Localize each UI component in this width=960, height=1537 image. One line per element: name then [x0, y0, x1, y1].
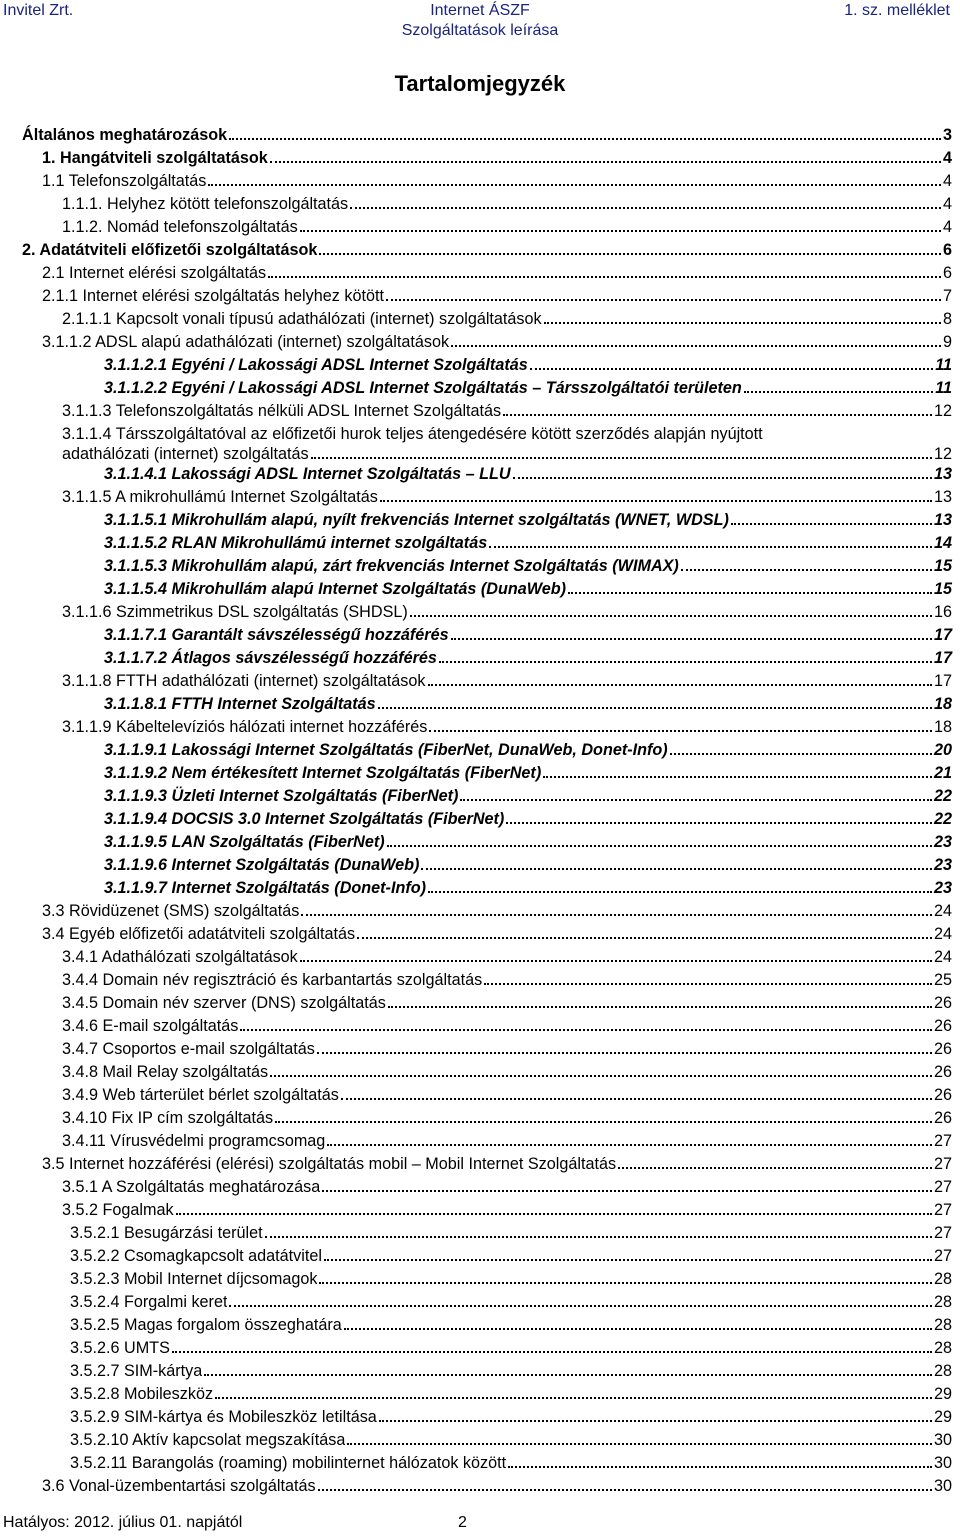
- toc-leader-dots: [731, 523, 932, 525]
- toc-entry[interactable]: [42, 171, 952, 192]
- toc-entry-title: 3.4.5 Domain név szerver (DNS) szolgáltatás: [62, 994, 386, 1012]
- toc-page-number: 12: [933, 402, 952, 420]
- toc-leader-dots: [460, 799, 932, 801]
- toc-entry[interactable]: [104, 625, 952, 646]
- page-title: Tartalomjegyzék: [394, 71, 566, 96]
- toc-entry-title: 3.1.1.9.7 Internet Szolgáltatás (Donet-Info): [104, 879, 427, 897]
- toc-page-number: 13: [933, 511, 952, 529]
- toc-entry[interactable]: [104, 378, 952, 399]
- toc-entry-title: 3.1.1.2 ADSL alapú adathálózati (internet) szolgáltatások: [42, 333, 450, 351]
- toc-leader-dots: [204, 1374, 932, 1376]
- toc-page-number: 4: [942, 218, 952, 236]
- toc-page-number: 16: [933, 603, 952, 621]
- toc-leader-dots: [240, 1029, 932, 1031]
- toc-leader-dots: [344, 1328, 932, 1330]
- toc-leader-dots: [270, 161, 941, 163]
- toc-entry-title: 3.1.1.5.3 Mikrohullám alapú, zárt frekvenciás Internet Szolgáltatás (WIMAX): [104, 557, 679, 575]
- toc-page-number: 12: [933, 445, 952, 463]
- toc-entry[interactable]: [70, 1246, 952, 1267]
- toc-entry-title: 3.1.1.8.1 FTTH Internet Szolgáltatás: [104, 695, 376, 713]
- toc-entry[interactable]: [62, 1177, 952, 1198]
- toc-entry-title: 3.1.1.2.1 Egyéni / Lakossági ADSL Internet Szolgáltatás: [104, 356, 528, 374]
- toc-entry[interactable]: [70, 1223, 952, 1244]
- toc-entry[interactable]: [62, 1200, 952, 1221]
- toc-page-number: 24: [933, 948, 952, 966]
- toc-entry[interactable]: [62, 1039, 952, 1060]
- toc-entry[interactable]: [104, 464, 952, 485]
- toc-entry-title: 3.1.1.7.2 Átlagos sávszélességű hozzáférés: [104, 649, 437, 667]
- toc-entry[interactable]: [62, 970, 952, 991]
- toc-leader-dots: [451, 345, 941, 347]
- toc-entry[interactable]: [62, 1016, 952, 1037]
- toc-entry-title: 3.1.1.9.2 Nem értékesített Internet Szolgáltatás (FiberNet): [104, 764, 542, 782]
- toc-leader-dots: [451, 638, 932, 640]
- toc-entry-title: 3.5.2 Fogalmak: [62, 1201, 174, 1219]
- toc-leader-dots: [618, 1167, 932, 1169]
- toc-page-number: 18: [933, 718, 952, 736]
- toc-page-number: 20: [933, 741, 952, 759]
- toc-leader-dots: [568, 592, 932, 594]
- toc-leader-dots: [439, 661, 932, 663]
- toc-entry[interactable]: [104, 648, 952, 669]
- toc-entry[interactable]: [62, 1131, 952, 1152]
- toc-entry-continuation: [62, 444, 952, 464]
- toc-leader-dots: [489, 546, 932, 548]
- toc-page-number: 27: [933, 1247, 952, 1265]
- footer-effective-date: Hatályos: 2012. július 01. napjától: [3, 1514, 243, 1531]
- toc-entry-title: 3.1.1.9.6 Internet Szolgáltatás (DunaWeb): [104, 856, 420, 874]
- footer-page-number: 2: [458, 1514, 467, 1531]
- toc-leader-dots: [275, 1121, 932, 1123]
- toc-entry[interactable]: [104, 556, 952, 577]
- toc-entry[interactable]: [104, 740, 952, 761]
- toc-entry-title: 3.1.1.4 Társszolgáltatóval az előfizetői hurok teljes átengedésére kötött szerződés alapján nyújtott: [62, 425, 763, 443]
- toc-entry-title: 3.1.1.9.3 Üzleti Internet Szolgáltatás (FiberNet): [104, 787, 459, 805]
- toc-entry[interactable]: [104, 832, 952, 853]
- toc-leader-dots: [506, 822, 932, 824]
- toc-leader-dots: [208, 184, 941, 186]
- toc-leader-dots: [327, 1144, 932, 1146]
- toc-entry-title: 3.1.1.2.2 Egyéni / Lakossági ADSL Internet Szolgáltatás – Társszolgáltatói területen: [104, 379, 742, 397]
- toc-entry[interactable]: [62, 217, 952, 238]
- toc-leader-dots: [300, 960, 932, 962]
- toc-leader-dots: [319, 1282, 932, 1284]
- toc-entry[interactable]: [42, 901, 952, 922]
- toc-leader-dots: [229, 138, 941, 140]
- toc-leader-dots: [410, 615, 932, 617]
- toc-entry-title: 3.4.4 Domain név regisztráció és karbantartás szolgáltatás: [62, 971, 483, 989]
- toc-entry[interactable]: [62, 401, 952, 422]
- toc-page-number: 30: [933, 1454, 952, 1472]
- toc-page-number: 28: [933, 1362, 952, 1380]
- toc-leader-dots: [324, 1259, 932, 1261]
- toc-entry[interactable]: [22, 125, 952, 146]
- toc-leader-dots: [421, 868, 932, 870]
- toc-page-number: 22: [933, 810, 952, 828]
- toc-entry-title: 3.1.1.4.1 Lakossági ADSL Internet Szolgáltatás – LLU: [104, 465, 511, 483]
- toc-leader-dots: [428, 891, 932, 893]
- toc-leader-dots: [268, 276, 941, 278]
- toc-entry-title: 3.5.2.11 Barangolás (roaming) mobilinternet hálózatok között: [70, 1454, 507, 1472]
- toc-entry[interactable]: [62, 424, 952, 464]
- toc-entry-title: 2.1 Internet elérési szolgáltatás: [42, 264, 267, 282]
- toc-entry-title: adathálózati (internet) szolgáltatás: [62, 445, 309, 463]
- toc-page-number: 24: [933, 925, 952, 943]
- toc-entry[interactable]: [70, 1338, 952, 1359]
- toc-entry-title: 3.1.1.5 A mikrohullámú Internet Szolgáltatás: [62, 488, 378, 506]
- toc-leader-dots: [229, 1305, 932, 1307]
- toc-leader-dots: [318, 1489, 932, 1491]
- toc-page-number: 11: [935, 356, 952, 374]
- toc-page-number: 26: [933, 1109, 952, 1127]
- toc-page-number: 27: [933, 1201, 952, 1219]
- toc-page-number: 21: [933, 764, 952, 782]
- toc-entry[interactable]: [62, 309, 952, 330]
- toc-leader-dots: [341, 1098, 932, 1100]
- toc-page-number: 23: [933, 879, 952, 897]
- toc-leader-dots: [386, 299, 941, 301]
- toc-leader-dots: [530, 368, 933, 370]
- toc-page-number: 24: [933, 902, 952, 920]
- toc-page-number: 23: [933, 833, 952, 851]
- toc-entry-title: 3.1.1.5.1 Mikrohullám alapú, nyílt frekvenciás Internet szolgáltatás (WNET, WDSL): [104, 511, 729, 529]
- toc-leader-dots: [270, 1075, 932, 1077]
- toc-leader-dots: [387, 845, 932, 847]
- toc-leader-dots: [172, 1351, 932, 1353]
- toc-entry-title: 3.5.2.9 SIM-kártya és Mobileszköz letiltása: [70, 1408, 377, 1426]
- toc-entry-title: 2.1.1.1 Kapcsolt vonali típusú adathálózati (internet) szolgáltatások: [62, 310, 542, 328]
- toc-entry-title: 3.1.1.9.5 LAN Szolgáltatás (FiberNet): [104, 833, 385, 851]
- toc-page-number: 11: [935, 379, 952, 397]
- toc-entry[interactable]: [62, 602, 952, 623]
- toc-entry-title: 3.1.1.5.2 RLAN Mikrohullámú internet szolgáltatás: [104, 534, 488, 552]
- toc-entry[interactable]: [62, 1108, 952, 1129]
- toc-entry-title: 3.4 Egyéb előfizetői adatátviteli szolgáltatás: [42, 925, 356, 943]
- toc-leader-dots: [380, 500, 932, 502]
- toc-page-number: 17: [933, 649, 952, 667]
- toc-entry-title: 3.5.2.2 Csomagkapcsolt adatátvitel: [70, 1247, 322, 1265]
- toc-page-number: 8: [942, 310, 952, 328]
- toc-entry-title: 1. Hangátviteli szolgáltatások: [42, 149, 268, 167]
- toc-entry-title: 1.1.2. Nomád telefonszolgáltatás: [62, 218, 298, 236]
- toc-entry-title: 3.1.1.9 Kábeltelevíziós hálózati internet hozzáférés: [62, 718, 428, 736]
- toc-page-number: 4: [942, 195, 952, 213]
- toc-page-number: 30: [933, 1477, 952, 1495]
- toc-page-number: 28: [933, 1293, 952, 1311]
- toc-entry[interactable]: [70, 1361, 952, 1382]
- header-company: Invitel Zrt.: [3, 2, 74, 19]
- toc-entry[interactable]: [62, 487, 952, 508]
- toc-leader-dots: [484, 983, 932, 985]
- toc-page-number: 29: [933, 1385, 952, 1403]
- toc-entry-title: 3.1.1.8 FTTH adathálózati (internet) szolgáltatások: [62, 672, 426, 690]
- toc-entry[interactable]: [42, 1476, 952, 1497]
- toc-entry[interactable]: [62, 671, 952, 692]
- toc-page-number: 22: [933, 787, 952, 805]
- toc-entry[interactable]: [42, 286, 952, 307]
- toc-page-number: 6: [942, 241, 952, 259]
- toc-page-number: 15: [933, 580, 952, 598]
- toc-page-number: 26: [933, 1086, 952, 1104]
- toc-page-number: 17: [933, 626, 952, 644]
- toc-entry-title: 3.5.2.3 Mobil Internet díjcsomagok: [70, 1270, 318, 1288]
- toc-entry-title: 3.5.2.8 Mobileszköz: [70, 1385, 214, 1403]
- toc-leader-dots: [215, 1397, 932, 1399]
- toc-entry-title: 3.1.1.9.4 DOCSIS 3.0 Internet Szolgáltatás (FiberNet): [104, 810, 505, 828]
- toc-entry[interactable]: [104, 533, 952, 554]
- toc-leader-dots: [347, 1443, 932, 1445]
- toc-entry[interactable]: [104, 809, 952, 830]
- toc-entry[interactable]: [70, 1315, 952, 1336]
- toc-leader-dots: [428, 684, 932, 686]
- toc-leader-dots: [744, 391, 933, 393]
- toc-leader-dots: [265, 1236, 932, 1238]
- toc-page-number: 17: [933, 672, 952, 690]
- toc-leader-dots: [311, 457, 932, 459]
- toc-entry-title: 3.4.10 Fix IP cím szolgáltatás: [62, 1109, 274, 1127]
- toc-entry-title: 3.5.2.4 Forgalmi keret: [70, 1293, 228, 1311]
- toc-leader-dots: [379, 1420, 932, 1422]
- toc-entry-title: 3.1.1.5.4 Mikrohullám alapú Internet Szolgáltatás (DunaWeb): [104, 580, 567, 598]
- toc-entry-title: 2.1.1 Internet elérési szolgáltatás helyhez kötött: [42, 287, 384, 305]
- toc-page-number: 26: [933, 1017, 952, 1035]
- toc-entry-title: 3.5.2.7 SIM-kártya: [70, 1362, 203, 1380]
- toc-entry[interactable]: [62, 1062, 952, 1083]
- toc-entry[interactable]: [42, 332, 952, 353]
- toc-entry-title: 3.5 Internet hozzáférési (elérési) szolgáltatás mobil – Mobil Internet Szolgáltatás: [42, 1155, 617, 1173]
- toc-entry-title: 3.4.1 Adathálózati szolgáltatások: [62, 948, 298, 966]
- toc-page-number: 18: [933, 695, 952, 713]
- toc-entry-title: 3.1.1.9.1 Lakossági Internet Szolgáltatás (FiberNet, DunaWeb, Donet-Info): [104, 741, 668, 759]
- toc-leader-dots: [357, 937, 932, 939]
- toc-page-number: 28: [933, 1316, 952, 1334]
- toc-leader-dots: [429, 730, 932, 732]
- toc-entry[interactable]: [70, 1384, 952, 1405]
- toc-entry-title: 3.4.7 Csoportos e-mail szolgáltatás: [62, 1040, 315, 1058]
- header-doc-title: Internet ÁSZF: [430, 2, 530, 19]
- toc-entry-title: 3.4.6 E-mail szolgáltatás: [62, 1017, 239, 1035]
- toc-entry-title: 3.6 Vonal-üzembentartási szolgáltatás: [42, 1477, 316, 1495]
- toc-leader-dots: [300, 230, 941, 232]
- toc-leader-dots: [319, 253, 941, 255]
- toc-entry[interactable]: [70, 1407, 952, 1428]
- toc-page-number: 27: [933, 1132, 952, 1150]
- toc-entry[interactable]: [62, 993, 952, 1014]
- toc-entry[interactable]: [104, 786, 952, 807]
- toc-entry[interactable]: [22, 240, 952, 261]
- toc-page-number: 25: [933, 971, 952, 989]
- toc-leader-dots: [503, 414, 932, 416]
- toc-entry[interactable]: [104, 694, 952, 715]
- toc-entry-title: 3.1.1.6 Szimmetrikus DSL szolgáltatás (SHDSL): [62, 603, 408, 621]
- toc-entry-title: 1.1 Telefonszolgáltatás: [42, 172, 207, 190]
- toc-entry[interactable]: [42, 263, 952, 284]
- toc-page-number: 9: [942, 333, 952, 351]
- toc-entry[interactable]: [42, 148, 952, 169]
- toc-entry-title: 3.3 Rövidüzenet (SMS) szolgáltatás: [42, 902, 300, 920]
- toc-page-number: 15: [933, 557, 952, 575]
- toc-entry[interactable]: [104, 510, 952, 531]
- toc-leader-dots: [388, 1006, 932, 1008]
- toc-page-number: 30: [933, 1431, 952, 1449]
- toc-page-number: 13: [933, 465, 952, 483]
- toc-page-number: 7: [942, 287, 952, 305]
- toc-entry-title: 2. Adatátviteli előfizetői szolgáltatások: [22, 241, 318, 259]
- toc-page-number: 29: [933, 1408, 952, 1426]
- toc-entry-title: 3.4.8 Mail Relay szolgáltatás: [62, 1063, 269, 1081]
- toc-leader-dots: [322, 1190, 932, 1192]
- toc-page-number: 14: [933, 534, 952, 552]
- toc-entry-title: Általános meghatározások: [22, 126, 228, 144]
- toc-page-number: 27: [933, 1155, 952, 1173]
- header-document: [0, 1, 960, 41]
- toc-leader-dots: [513, 477, 932, 479]
- toc-leader-dots: [543, 776, 932, 778]
- toc-page-number: 28: [933, 1270, 952, 1288]
- toc-leader-dots: [378, 707, 932, 709]
- toc-entry[interactable]: [42, 1154, 952, 1175]
- toc-entry[interactable]: [62, 717, 952, 738]
- toc-page-number: 6: [942, 264, 952, 282]
- toc-entry-title: 3.5.2.1 Besugárzási terület: [70, 1224, 263, 1242]
- toc-entry-title: 3.5.2.6 UMTS: [70, 1339, 170, 1357]
- toc-entry-title: 3.1.1.7.1 Garantált sávszélességű hozzáférés: [104, 626, 449, 644]
- toc-entry[interactable]: [70, 1292, 952, 1313]
- toc-entry-title: 3.1.1.3 Telefonszolgáltatás nélküli ADSL Internet Szolgáltatás: [62, 402, 502, 420]
- toc-entry-title: 3.5.1 A Szolgáltatás meghatározása: [62, 1178, 321, 1196]
- toc-entry[interactable]: [104, 763, 952, 784]
- toc-page-number: 28: [933, 1339, 952, 1357]
- toc-entry[interactable]: [70, 1430, 952, 1451]
- toc-page-number: 27: [933, 1224, 952, 1242]
- toc-page-number: 27: [933, 1178, 952, 1196]
- toc-page-number: 3: [942, 126, 952, 144]
- toc-entry[interactable]: [42, 924, 952, 945]
- toc-page-number: 4: [942, 149, 952, 167]
- toc-entry[interactable]: [104, 355, 952, 376]
- toc-page-number: 4: [942, 172, 952, 190]
- header-doc-subtitle: Szolgáltatások leírása: [401, 22, 559, 39]
- header-annex: 1. sz. melléklet: [844, 2, 950, 19]
- toc-leader-dots: [350, 207, 941, 209]
- toc-leader-dots: [681, 569, 932, 571]
- toc-entry[interactable]: [70, 1453, 952, 1474]
- toc-page-number: 26: [933, 1063, 952, 1081]
- toc-leader-dots: [544, 322, 941, 324]
- toc-entry[interactable]: [70, 1269, 952, 1290]
- toc-leader-dots: [508, 1466, 932, 1468]
- toc-page-number: 23: [933, 856, 952, 874]
- toc-page-number: 13: [933, 488, 952, 506]
- toc-entry[interactable]: [104, 878, 952, 899]
- toc-entry-title: 3.5.2.10 Aktív kapcsolat megszakítása: [70, 1431, 346, 1449]
- toc-entry[interactable]: [104, 855, 952, 876]
- toc-entry[interactable]: [62, 947, 952, 968]
- toc-page-number: 26: [933, 994, 952, 1012]
- toc-entry-title: 1.1.1. Helyhez kötött telefonszolgáltatás: [62, 195, 349, 213]
- toc-entry-title: 3.4.11 Vírusvédelmi programcsomag: [62, 1132, 326, 1150]
- toc-leader-dots: [301, 914, 932, 916]
- toc-entry-title: 3.5.2.5 Magas forgalom összeghatára: [70, 1316, 342, 1334]
- toc-leader-dots: [670, 753, 932, 755]
- toc-leader-dots: [176, 1213, 932, 1215]
- toc-entry[interactable]: [62, 194, 952, 215]
- toc-entry[interactable]: [62, 1085, 952, 1106]
- toc-leader-dots: [317, 1052, 932, 1054]
- toc-entry[interactable]: [104, 579, 952, 600]
- toc-entry-title: 3.4.9 Web tárterület bérlet szolgáltatás: [62, 1086, 339, 1104]
- toc-page-number: 26: [933, 1040, 952, 1058]
